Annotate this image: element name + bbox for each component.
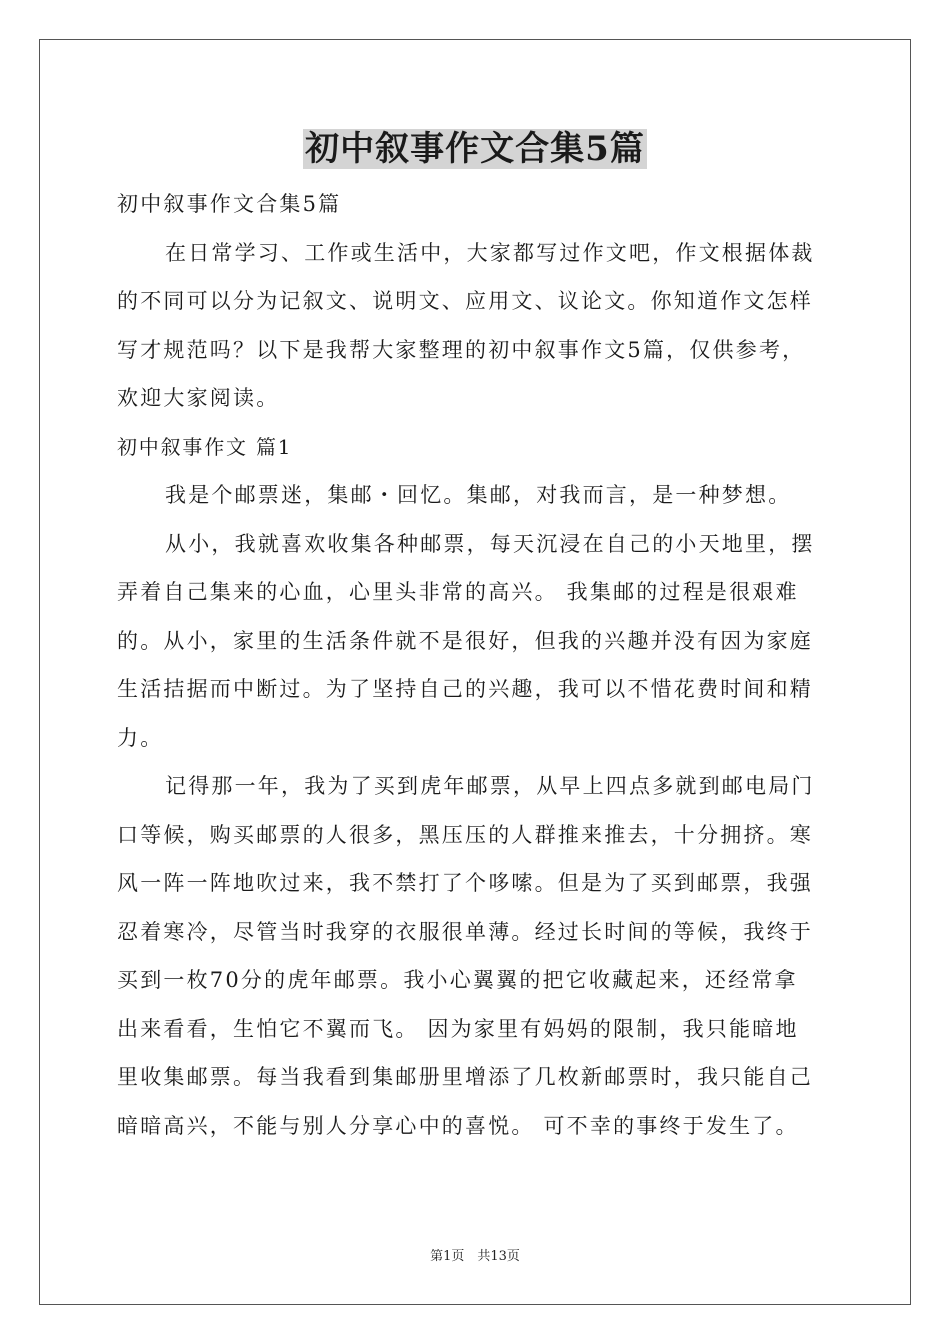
paragraph-line: 的。从小，家里的生活条件就不是很好，但我的兴趣并没有因为家庭 xyxy=(117,628,813,653)
paragraph-line: 买到一枚70分的虎年邮票。我小心翼翼的把它收藏起来，还经常拿 xyxy=(117,968,798,992)
intro-line: 在日常学习、工作或生活中，大家都写过作文吧，作文根据体裁 xyxy=(165,240,815,265)
paragraph-3 xyxy=(117,762,833,1150)
paragraph-line: 生活拮据而中断过。为了坚持自己的兴趣，我可以不惜花费时间和精 xyxy=(117,677,813,701)
paragraph-2 xyxy=(117,520,833,763)
intro-line: 写才规范吗？以下是我帮大家整理的初中叙事作文5篇，仅供参考， xyxy=(117,337,806,362)
paragraph-line: 从小，我就喜欢收集各种邮票，每天沉浸在自己的小天地里，摆 xyxy=(165,531,815,556)
paragraph-1 xyxy=(117,471,833,520)
page-footer xyxy=(0,1248,950,1266)
paragraph-line: 风一阵一阵地吹过来，我不禁打了个哆嗦。但是为了买到邮票，我强 xyxy=(117,871,813,895)
paragraph-line: 力。 xyxy=(117,725,164,750)
paragraph-line: 口等候，购买邮票的人很多，黑压压的人群推来推去，十分拥挤。寒 xyxy=(117,822,813,847)
paragraph-line: 里收集邮票。每当我看到集邮册里增添了几枚新邮票时，我只能自己 xyxy=(117,1065,813,1089)
paragraph-line: 我是个邮票迷，集邮・回忆。集邮，对我而言，是一种梦想。 xyxy=(165,483,792,507)
intro-line: 的不同可以分为记叙文、说明文、应用文、议论文。你知道作文怎样 xyxy=(117,289,813,313)
intro-line: 欢迎大家阅读。 xyxy=(117,386,280,410)
paragraph-line: 出来看看，生怕它不翼而飞。 因为家里有妈妈的限制，我只能暗地 xyxy=(117,1016,799,1041)
section-heading: 初中叙事作文 篇1 xyxy=(117,434,293,459)
document-title xyxy=(0,127,950,171)
paragraph-line: 忍着寒冷，尽管当时我穿的衣服很单薄。经过长时间的等候，我终于 xyxy=(117,919,813,944)
document-subtitle: 初中叙事作文合集5篇 xyxy=(117,192,342,216)
paragraph-line: 暗暗高兴，不能与别人分享心中的喜悦。 可不幸的事终于发生了。 xyxy=(117,1113,799,1138)
paragraph-line: 弄着自己集来的心血，心里头非常的高兴。 我集邮的过程是很艰难 xyxy=(117,580,799,604)
document-title-text: 初中叙事作文合集5篇 xyxy=(305,129,645,169)
intro-paragraph xyxy=(117,229,833,423)
paragraph-line: 记得那一年，我为了买到虎年邮票，从早上四点多就到邮电局门 xyxy=(165,774,815,798)
document-body xyxy=(117,180,833,1150)
page-number: 第1页 共13页 xyxy=(430,1249,520,1264)
